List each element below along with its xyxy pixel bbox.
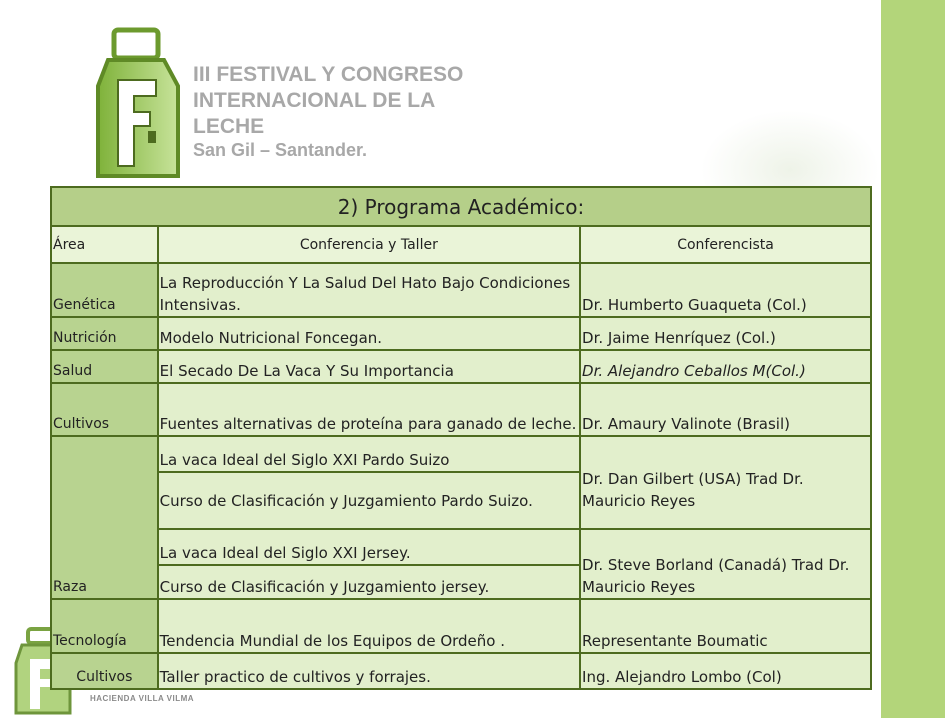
speaker-cell: Dr. Dan Gilbert (USA) Trad Dr. Mauricio Reyes xyxy=(580,436,871,529)
conference-cell: La vaca Ideal del Siglo XXI Jersey. xyxy=(158,529,580,565)
conference-cell: La vaca Ideal del Siglo XXI Pardo Suizo xyxy=(158,436,580,472)
title-line-1: III FESTIVAL Y CONGRESO xyxy=(193,63,464,86)
speaker-cell: Dr. Jaime Henríquez (Col.) xyxy=(580,317,871,350)
conference-cell: Taller practico de cultivos y forrajes. xyxy=(158,653,580,689)
academic-program-table xyxy=(50,186,872,690)
area-cell: Tecnología xyxy=(51,599,158,653)
conference-cell: Curso de Clasificación y Juzgamiento jersey. xyxy=(158,565,580,599)
area-cell: Nutrición xyxy=(51,317,158,350)
title-line-2: INTERNACIONAL DE LA xyxy=(193,89,436,112)
table-row xyxy=(51,317,871,350)
conference-cell: Tendencia Mundial de los Equipos de Ordeño . xyxy=(158,599,580,653)
speaker-cell: Ing. Alejandro Lombo (Col) xyxy=(580,653,871,689)
speaker-cell: Dr. Humberto Guaqueta (Col.) xyxy=(580,263,871,317)
column-header-conference: Conferencia y Taller xyxy=(158,226,580,263)
column-header-speaker: Conferencista xyxy=(580,226,871,263)
column-header-area: Área xyxy=(51,226,158,263)
speaker-cell: Dr. Amaury Valinote (Brasil) xyxy=(580,383,871,436)
table-row xyxy=(51,653,871,689)
speaker-cell: Representante Boumatic xyxy=(580,599,871,653)
table-row xyxy=(51,383,871,436)
table-row xyxy=(51,436,871,472)
conference-cell: El Secado De La Vaca Y Su Importancia xyxy=(158,350,580,383)
speaker-cell: Dr. Alejandro Ceballos M(Col.) xyxy=(580,350,871,383)
table-heading: 2) Programa Académico: xyxy=(51,187,871,226)
accent-band xyxy=(881,0,945,718)
table-row xyxy=(51,350,871,383)
event-location: San Gil – Santander. xyxy=(193,140,368,160)
title-line-3: LECHE xyxy=(193,115,265,138)
table-row xyxy=(51,263,871,317)
speaker-cell: Dr. Steve Borland (Canadá) Trad Dr. Mauricio Reyes xyxy=(580,529,871,599)
table-header-row xyxy=(51,226,871,263)
table-heading-row xyxy=(51,187,871,226)
conference-cell: Fuentes alternativas de proteína para ganado de leche. xyxy=(158,383,580,436)
area-cell: Cultivos xyxy=(51,653,158,689)
conference-cell: Curso de Clasificación y Juzgamiento Pardo Suizo. xyxy=(158,472,580,529)
table-row xyxy=(51,599,871,653)
milk-bottle-logo-icon xyxy=(88,16,186,184)
conference-cell: La Reproducción Y La Salud Del Hato Bajo Condiciones Intensivas. xyxy=(158,263,580,317)
event-title xyxy=(193,62,463,160)
conference-cell: Modelo Nutricional Foncegan. xyxy=(158,317,580,350)
area-cell: Salud xyxy=(51,350,158,383)
area-cell: Cultivos xyxy=(51,383,158,436)
farm-caption: HACIENDA VILLA VILMA xyxy=(90,694,195,703)
table-row xyxy=(51,529,871,565)
area-cell: Raza xyxy=(51,436,158,599)
area-cell: Genética xyxy=(51,263,158,317)
